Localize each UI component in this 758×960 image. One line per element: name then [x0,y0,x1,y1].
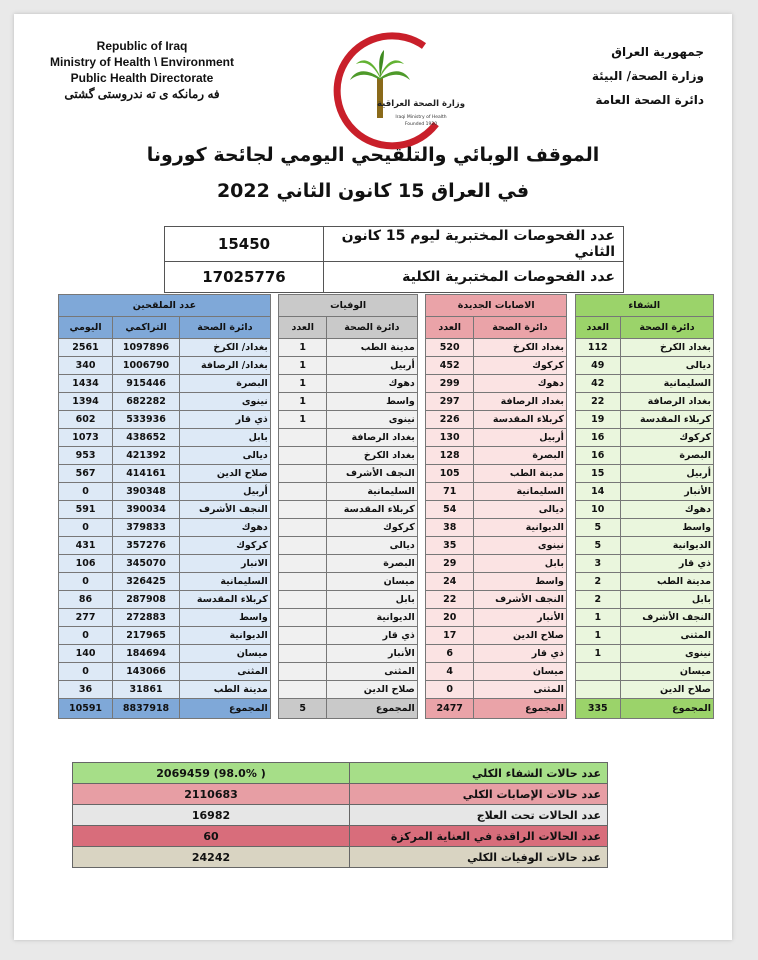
vac-daily-cell: 953 [59,447,113,465]
rec-dept-cell: ذي قار [620,555,713,573]
vac-cumulative-cell: 682282 [113,393,180,411]
rec-count-cell: 2 [575,591,620,609]
vac-cumulative-cell: 915446 [113,375,180,393]
cases-dept-cell: ميسان [473,663,566,681]
cases-count-cell: 105 [426,465,474,483]
header-left-line: Republic of Iraq [96,39,188,53]
vac-dept-cell: دهوك [180,519,271,537]
rec-dept-cell: ديالى [620,357,713,375]
table-row [59,465,714,483]
vac-cumulative-cell: 1097896 [113,339,180,357]
table-row [59,357,714,375]
rec-total: 335 [575,699,620,719]
rec-dept-cell: أربيل [620,465,713,483]
vac-cumulative-cell: 414161 [113,465,180,483]
cases-dept-cell: كركوك [473,357,566,375]
deaths-dept-cell: بغداد الكرخ [327,447,418,465]
deaths-count-cell [279,537,327,555]
cases-count-header: العدد [426,317,474,339]
cases-count-cell: 130 [426,429,474,447]
deaths-count-cell [279,519,327,537]
deaths-count-header: العدد [279,317,327,339]
vac-cumulative-cell: 390348 [113,483,180,501]
vac-daily-cell: 1394 [59,393,113,411]
cases-header: الاصابات الجديدة [426,295,567,317]
deaths-count-cell: 1 [279,339,327,357]
vac-daily-header: اليومي [59,317,113,339]
total-tests-value: 17025776 [165,262,324,293]
rec-count-cell: 2 [575,573,620,591]
vac-daily-cell: 106 [59,555,113,573]
table-row [59,573,714,591]
summary-value: 24242 [73,847,350,868]
vac-daily-cell: 140 [59,645,113,663]
rec-dept-cell: بغداد الكرخ [620,339,713,357]
cases-count-cell: 20 [426,609,474,627]
vac-daily-cell: 591 [59,501,113,519]
vac-daily-cell: 277 [59,609,113,627]
header-right [504,40,704,112]
report-sheet [14,14,732,940]
header-left [32,38,252,102]
cases-dept-cell: الأنبار [473,609,566,627]
deaths-count-cell [279,609,327,627]
rec-count-header: العدد [575,317,620,339]
vac-daily-cell: 0 [59,573,113,591]
cases-dept-cell: ذي قار [473,645,566,663]
deaths-count-cell: 1 [279,357,327,375]
deaths-dept-cell: النجف الأشرف [327,465,418,483]
cases-count-cell: 452 [426,357,474,375]
governorate-table [58,294,714,719]
table-row [59,645,714,663]
table-row [59,519,714,537]
summary-row [73,763,608,784]
table-body [59,339,714,699]
total-tests-row [165,262,624,293]
cases-dept-cell: ديالى [473,501,566,519]
cases-total-label: المجموع [473,699,566,719]
cases-count-cell: 71 [426,483,474,501]
cases-dept-header: دائرة الصحة [473,317,566,339]
deaths-dept-cell: نينوى [327,411,418,429]
deaths-count-cell [279,573,327,591]
recovery-header: الشفاء [575,295,713,317]
table-row [59,393,714,411]
rec-count-cell: 1 [575,627,620,645]
cases-count-cell: 299 [426,375,474,393]
deaths-count-cell [279,663,327,681]
header-right-line: دائرة الصحة العامة [595,93,704,107]
vac-cumulative-cell: 326425 [113,573,180,591]
ministry-logo [324,28,465,148]
vac-dept-cell: النجف الأشرف [180,501,271,519]
vac-daily-cell: 36 [59,681,113,699]
vac-dept-cell: صلاح الدين [180,465,271,483]
rec-count-cell: 16 [575,447,620,465]
vac-cumulative-cell: 184694 [113,645,180,663]
daily-tests-value: 15450 [165,227,324,262]
vac-dept-cell: ميسان [180,645,271,663]
summary-label: عدد الحالات تحت العلاج [350,805,608,826]
cases-count-cell: 226 [426,411,474,429]
rec-dept-cell: الأنبار [620,483,713,501]
rec-count-cell: 1 [575,645,620,663]
cases-count-cell: 520 [426,339,474,357]
cases-count-cell: 22 [426,591,474,609]
deaths-dept-cell: الديوانية [327,609,418,627]
vac-cumulative-cell: 421392 [113,447,180,465]
cases-dept-cell: البصرة [473,447,566,465]
vac-dept-cell: واسط [180,609,271,627]
table-row [59,537,714,555]
group-header-row [59,295,714,317]
deaths-dept-cell: كربلاء المقدسة [327,501,418,519]
logo-sub: Iraqi Ministry of Health [395,115,447,120]
vac-cumulative-cell: 143066 [113,663,180,681]
rec-count-cell: 10 [575,501,620,519]
summary-row [73,784,608,805]
deaths-count-cell: 1 [279,393,327,411]
table-row [59,627,714,645]
cases-total: 2477 [426,699,474,719]
rec-dept-cell: كربلاء المقدسة [620,411,713,429]
daily-tests-row [165,227,624,262]
deaths-count-cell [279,429,327,447]
deaths-total-label: المجموع [327,699,418,719]
deaths-dept-cell: السليمانية [327,483,418,501]
table-row [59,501,714,519]
rec-dept-cell: بابل [620,591,713,609]
header-right-line: جمهورية العراق [611,45,704,59]
cases-dept-cell: نينوى [473,537,566,555]
deaths-dept-cell: كركوك [327,519,418,537]
summary-value: 16982 [73,805,350,826]
rec-count-cell: 16 [575,429,620,447]
rec-dept-cell: كركوك [620,429,713,447]
rec-count-cell: 3 [575,555,620,573]
deaths-count-cell [279,591,327,609]
vac-dept-cell: كركوك [180,537,271,555]
totals-row [59,699,714,719]
summary-row [73,826,608,847]
vac-dept-header: دائرة الصحة [180,317,271,339]
rec-count-cell: 42 [575,375,620,393]
vac-cumulative-cell: 379833 [113,519,180,537]
cases-count-cell: 17 [426,627,474,645]
table-row [59,591,714,609]
summary-label: عدد حالات الوفيات الكلي [350,847,608,868]
vac-daily-cell: 0 [59,627,113,645]
rec-dept-cell: نينوى [620,645,713,663]
rec-dept-header: دائرة الصحة [620,317,713,339]
deaths-dept-cell: الأنبار [327,645,418,663]
vac-dept-cell: كربلاء المقدسة [180,591,271,609]
deaths-dept-cell: ذي قار [327,627,418,645]
vac-cumulative-cell: 533936 [113,411,180,429]
rec-count-cell: 22 [575,393,620,411]
vac-dept-cell: البصرة [180,375,271,393]
vac-cumulative-cell: 287908 [113,591,180,609]
deaths-header: الوفيات [279,295,417,317]
vac-dept-cell: بابل [180,429,271,447]
summary-value: 60 [73,826,350,847]
cases-count-cell: 35 [426,537,474,555]
vac-daily-cell: 567 [59,465,113,483]
table-row [59,663,714,681]
cases-count-cell: 24 [426,573,474,591]
vac-daily-cell: 0 [59,519,113,537]
vac-cum-total: 8837918 [113,699,180,719]
vac-dept-cell: المثنى [180,663,271,681]
deaths-count-cell [279,465,327,483]
lab-tests-table [164,226,624,293]
header-left-line: Ministry of Health \ Environment [49,55,235,69]
vac-cumulative-cell: 217965 [113,627,180,645]
rec-total-label: المجموع [620,699,713,719]
vac-cumulative-cell: 31861 [113,681,180,699]
deaths-dept-cell: بابل [327,591,418,609]
cases-dept-cell: واسط [473,573,566,591]
vac-daily-cell: 86 [59,591,113,609]
rec-dept-cell: صلاح الدين [620,681,713,699]
vac-cumulative-header: التراكمي [113,317,180,339]
header-left-line: فه رمانكه ى ته ندروستى گشتى [64,87,220,101]
logo-text: وزارة الصحة العراقية [377,99,465,109]
table-row [59,411,714,429]
vac-dept-cell: مدينة الطب [180,681,271,699]
cases-dept-cell: بغداد الرصافة [473,393,566,411]
summary-value: 2110683 [73,784,350,805]
cases-count-cell: 4 [426,663,474,681]
table-row [59,375,714,393]
summary-label: عدد حالات الإصابات الكلي [350,784,608,805]
deaths-dept-cell: المثنى [327,663,418,681]
deaths-count-cell [279,447,327,465]
deaths-dept-cell: أربيل [327,357,418,375]
rec-dept-cell: النجف الأشرف [620,609,713,627]
vac-dept-cell: السليمانية [180,573,271,591]
table-row [59,555,714,573]
deaths-dept-cell: واسط [327,393,418,411]
vac-dept-cell: الديوانية [180,627,271,645]
summary-label: عدد حالات الشفاء الكلي [350,763,608,784]
deaths-dept-cell: بغداد الرصافة [327,429,418,447]
deaths-total: 5 [279,699,327,719]
deaths-dept-cell: البصرة [327,555,418,573]
deaths-count-cell [279,681,327,699]
vac-cumulative-cell: 357276 [113,537,180,555]
cases-dept-cell: أربيل [473,429,566,447]
report-date-title: في العراق 15 كانون الثاني 2022 [216,180,530,202]
cases-dept-cell: مدينة الطب [473,465,566,483]
cases-count-cell: 128 [426,447,474,465]
rec-count-cell: 49 [575,357,620,375]
daily-tests-label: عدد الفحوصات المختبرية ليوم 15 كانون الثاني [324,227,624,262]
cases-dept-cell: المثنى [473,681,566,699]
rec-dept-cell: المثنى [620,627,713,645]
deaths-count-cell [279,627,327,645]
table-row [59,429,714,447]
rec-dept-cell: ميسان [620,663,713,681]
rec-count-cell [575,663,620,681]
deaths-count-cell [279,555,327,573]
rec-dept-cell: دهوك [620,501,713,519]
deaths-dept-cell: صلاح الدين [327,681,418,699]
rec-count-cell: 5 [575,519,620,537]
rec-dept-cell: الديوانية [620,537,713,555]
vac-cumulative-cell: 438652 [113,429,180,447]
vac-daily-cell: 431 [59,537,113,555]
vac-total-label: المجموع [180,699,271,719]
rec-count-cell: 14 [575,483,620,501]
table-row [59,447,714,465]
vac-daily-cell: 602 [59,411,113,429]
cases-dept-cell: الديوانية [473,519,566,537]
summary-value: 2069459 (98.0% ) [73,763,350,784]
report-title: الموقف الوبائي والتلقيحي اليومي لجائحة كورونا [146,144,600,166]
rec-count-cell [575,681,620,699]
vac-daily-cell: 0 [59,663,113,681]
deaths-count-cell: 1 [279,375,327,393]
vac-dept-cell: ديالى [180,447,271,465]
vac-day-total: 10591 [59,699,113,719]
deaths-count-cell [279,483,327,501]
cases-count-cell: 297 [426,393,474,411]
rec-dept-cell: مدينة الطب [620,573,713,591]
table-row [59,483,714,501]
table-row [59,609,714,627]
logo-year: Founded 1920 [404,122,438,127]
deaths-dept-cell: ميسان [327,573,418,591]
summary-row [73,847,608,868]
deaths-dept-cell: ديالى [327,537,418,555]
vac-daily-cell: 340 [59,357,113,375]
vac-dept-cell: بغداد/ الرصافة [180,357,271,375]
deaths-dept-header: دائرة الصحة [327,317,418,339]
vac-daily-cell: 1073 [59,429,113,447]
header-right-line: وزارة الصحة/ البيئة [591,69,704,83]
cases-count-cell: 29 [426,555,474,573]
rec-dept-cell: البصرة [620,447,713,465]
deaths-count-cell: 1 [279,411,327,429]
rec-count-cell: 5 [575,537,620,555]
cases-dept-cell: كربلاء المقدسة [473,411,566,429]
vac-dept-cell: الانبار [180,555,271,573]
deaths-dept-cell: مدينة الطب [327,339,418,357]
vac-daily-cell: 1434 [59,375,113,393]
rec-dept-cell: السليمانية [620,375,713,393]
vac-dept-cell: ذي قار [180,411,271,429]
column-header-row [59,317,714,339]
rec-dept-cell: بغداد الرصافة [620,393,713,411]
vac-cumulative-cell: 390034 [113,501,180,519]
cases-count-cell: 54 [426,501,474,519]
rec-count-cell: 19 [575,411,620,429]
cases-dept-cell: النجف الأشرف [473,591,566,609]
vac-cumulative-cell: 345070 [113,555,180,573]
cases-dept-cell: بابل [473,555,566,573]
cases-count-cell: 6 [426,645,474,663]
vac-dept-cell: بغداد/ الكرخ [180,339,271,357]
rec-count-cell: 112 [575,339,620,357]
cases-dept-cell: صلاح الدين [473,627,566,645]
vac-daily-cell: 2561 [59,339,113,357]
rec-count-cell: 1 [575,609,620,627]
vac-dept-cell: نينوى [180,393,271,411]
rec-dept-cell: واسط [620,519,713,537]
summary-table [72,762,608,868]
deaths-count-cell [279,645,327,663]
cases-dept-cell: السليمانية [473,483,566,501]
summary-label: عدد الحالات الراقدة في العناية المركزة [350,826,608,847]
table-row [59,339,714,357]
vac-daily-cell: 0 [59,483,113,501]
cases-count-cell: 38 [426,519,474,537]
cases-count-cell: 0 [426,681,474,699]
table-row [59,681,714,699]
cases-dept-cell: بغداد الكرخ [473,339,566,357]
summary-row [73,805,608,826]
rec-count-cell: 15 [575,465,620,483]
cases-dept-cell: دهوك [473,375,566,393]
vac-cumulative-cell: 272883 [113,609,180,627]
header-left-line: Public Health Directorate [70,71,214,85]
vac-cumulative-cell: 1006790 [113,357,180,375]
deaths-count-cell [279,501,327,519]
vaccinated-header: عدد الملقحين [59,295,271,317]
vac-dept-cell: أربيل [180,483,271,501]
deaths-dept-cell: دهوك [327,375,418,393]
total-tests-label: عدد الفحوصات المختبرية الكلية [324,262,624,293]
